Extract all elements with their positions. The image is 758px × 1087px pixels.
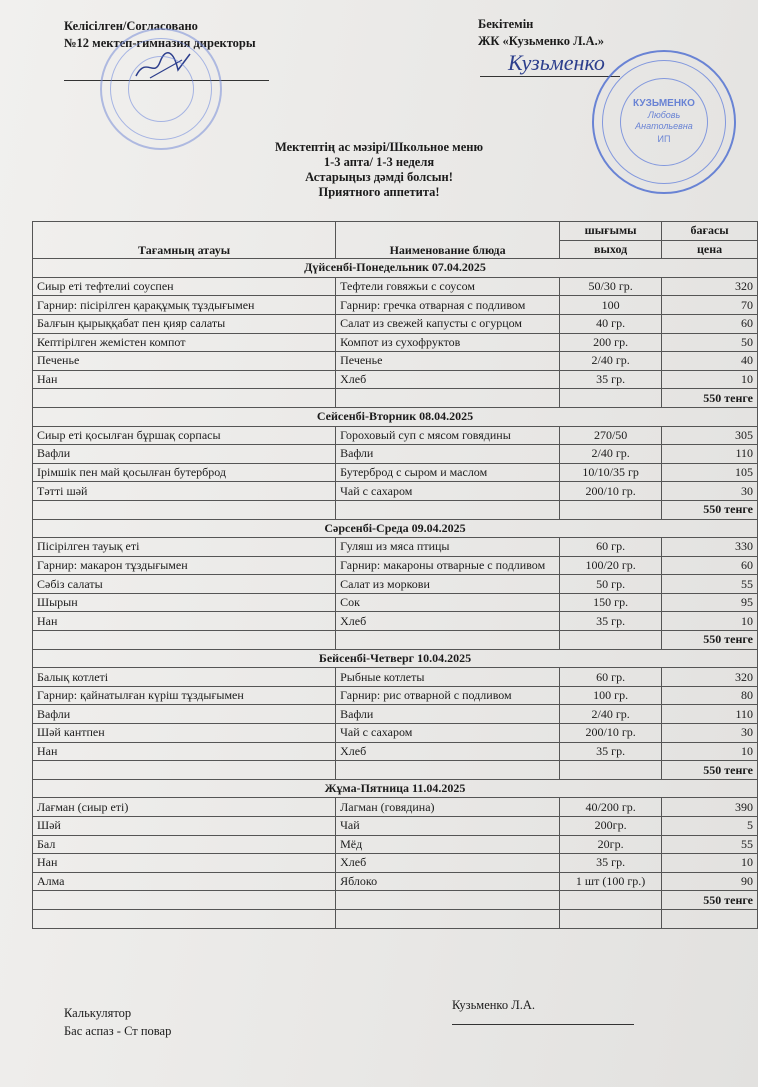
day-total: 550 тенге — [662, 761, 758, 780]
empty-cell — [560, 761, 662, 780]
dish-name-ru: Бутерброд с сыром и маслом — [336, 463, 560, 482]
table-row — [33, 686, 758, 705]
dish-name-ru: Гуляш из мяса птицы — [336, 538, 560, 557]
menu-body — [33, 259, 758, 928]
day-header-row — [33, 407, 758, 426]
dish-name-ru: Тефтели говяжьи с соусом — [336, 277, 560, 296]
dish-name-kz: Шәй кантпен — [33, 724, 336, 743]
dish-output: 35 гр. — [560, 742, 662, 761]
dish-output: 35 гр. — [560, 612, 662, 631]
empty-row — [33, 909, 758, 928]
footer-left — [64, 1004, 171, 1040]
approver-signature-line — [480, 76, 620, 77]
dish-name-ru: Компот из сухофруктов — [336, 333, 560, 352]
table-row — [33, 798, 758, 817]
dish-name-kz: Печенье — [33, 352, 336, 371]
table-row — [33, 463, 758, 482]
day-title: Жұма-Пятница 11.04.2025 — [33, 779, 758, 798]
empty-cell — [33, 500, 336, 519]
table-row — [33, 426, 758, 445]
table-row — [33, 370, 758, 389]
dish-name-ru: Гороховый суп с мясом говядины — [336, 426, 560, 445]
title-line-2: 1-3 апта/ 1-3 неделя — [323, 155, 435, 169]
dish-price: 305 — [662, 426, 758, 445]
dish-output: 60 гр. — [560, 668, 662, 687]
menu-table — [32, 221, 758, 929]
table-row — [33, 668, 758, 687]
day-title: Сәрсенбі-Среда 09.04.2025 — [33, 519, 758, 538]
dish-name-kz: Лағман (сиыр еті) — [33, 798, 336, 817]
dish-output: 150 гр. — [560, 593, 662, 612]
dish-name-kz: Ірімшік пен май қосылған бутерброд — [33, 463, 336, 482]
table-row — [33, 742, 758, 761]
dish-name-kz: Бал — [33, 835, 336, 854]
dish-name-kz: Сиыр еті тефтелиі соуспен — [33, 277, 336, 296]
dish-name-ru: Вафли — [336, 445, 560, 464]
table-row — [33, 575, 758, 594]
header-dish-kz: Тағамның атауы — [33, 222, 336, 259]
dish-name-kz: Гарнир: пісірілген қарақұмық тұздығымен — [33, 296, 336, 315]
day-title: Бейсенбі-Четверг 10.04.2025 — [33, 649, 758, 668]
dish-price: 55 — [662, 835, 758, 854]
dish-price: 320 — [662, 668, 758, 687]
dish-output: 2/40 гр. — [560, 705, 662, 724]
dish-price: 5 — [662, 817, 758, 836]
day-header-row — [33, 649, 758, 668]
empty-cell — [560, 909, 662, 928]
day-total: 550 тенге — [662, 389, 758, 408]
dish-name-ru: Хлеб — [336, 612, 560, 631]
dish-price: 10 — [662, 612, 758, 631]
dish-output: 270/50 — [560, 426, 662, 445]
day-title: Дүйсенбі-Понедельник 07.04.2025 — [33, 259, 758, 278]
dish-price: 30 — [662, 724, 758, 743]
empty-cell — [662, 909, 758, 928]
dish-name-ru: Гарнир: гречка отварная с подливом — [336, 296, 560, 315]
day-total-row — [33, 761, 758, 780]
day-header-row — [33, 519, 758, 538]
dish-price: 30 — [662, 482, 758, 501]
table-row — [33, 314, 758, 333]
entrepreneur-label: ЖК «Кузьменко Л.А.» — [478, 34, 604, 48]
empty-cell — [33, 909, 336, 928]
footer-right-name: Кузьменко Л.А. — [452, 998, 536, 1012]
dish-output: 50/30 гр. — [560, 277, 662, 296]
dish-price: 10 — [662, 854, 758, 873]
dish-name-kz: Нан — [33, 742, 336, 761]
stamp-name: КУЗЬМЕНКО — [633, 98, 695, 109]
dish-output: 100 — [560, 296, 662, 315]
table-row — [33, 817, 758, 836]
dish-output: 1 шт (100 гр.) — [560, 872, 662, 891]
dish-output: 100/20 гр. — [560, 556, 662, 575]
dish-name-ru: Хлеб — [336, 370, 560, 389]
empty-cell — [336, 500, 560, 519]
dish-name-kz: Нан — [33, 370, 336, 389]
header-output-kz: шығымы — [560, 222, 662, 241]
agreed-label: Келісілген/Согласовано — [64, 19, 198, 33]
footer-signature-line — [452, 1024, 634, 1025]
dish-name-kz: Сиыр еті қосылған бұршақ сорпасы — [33, 426, 336, 445]
dish-price: 55 — [662, 575, 758, 594]
dish-output: 60 гр. — [560, 538, 662, 557]
day-header-row — [33, 779, 758, 798]
empty-cell — [336, 389, 560, 408]
dish-name-ru: Сок — [336, 593, 560, 612]
dish-name-ru: Салат из моркови — [336, 575, 560, 594]
dish-name-kz: Балғын қырыққабат пен қияр салаты — [33, 314, 336, 333]
empty-cell — [560, 631, 662, 650]
school-seal — [100, 28, 222, 150]
empty-cell — [336, 761, 560, 780]
dish-name-kz: Нан — [33, 854, 336, 873]
dish-output: 35 гр. — [560, 370, 662, 389]
empty-cell — [560, 389, 662, 408]
empty-cell — [336, 909, 560, 928]
dish-price: 10 — [662, 370, 758, 389]
dish-price: 60 — [662, 556, 758, 575]
dish-name-kz: Пісірілген тауық еті — [33, 538, 336, 557]
approve-label: Бекітемін — [478, 17, 534, 31]
dish-price: 105 — [662, 463, 758, 482]
dish-name-ru: Салат из свежей капусты с огурцом — [336, 314, 560, 333]
table-row — [33, 445, 758, 464]
dish-name-kz: Гарнир: қайнатылған күріш тұздығымен — [33, 686, 336, 705]
dish-name-ru: Хлеб — [336, 854, 560, 873]
dish-price: 90 — [662, 872, 758, 891]
approver-signature: Кузьменко — [508, 50, 605, 75]
table-row — [33, 277, 758, 296]
dish-name-kz: Гарнир: макарон тұздығымен — [33, 556, 336, 575]
dish-price: 40 — [662, 352, 758, 371]
table-row — [33, 352, 758, 371]
dish-output: 50 гр. — [560, 575, 662, 594]
day-total-row — [33, 891, 758, 910]
dish-name-kz: Вафли — [33, 445, 336, 464]
dish-name-ru: Яблоко — [336, 872, 560, 891]
stamp-middle-name: Анатольевна — [635, 121, 693, 131]
dish-name-kz: Балық котлеті — [33, 668, 336, 687]
dish-price: 95 — [662, 593, 758, 612]
empty-cell — [33, 761, 336, 780]
dish-name-ru: Гарнир: макароны отварные с подливом — [336, 556, 560, 575]
empty-cell — [336, 891, 560, 910]
day-total: 550 тенге — [662, 500, 758, 519]
table-row — [33, 333, 758, 352]
empty-cell — [33, 891, 336, 910]
calculator-label: Калькулятор — [64, 1006, 132, 1020]
dish-price: 50 — [662, 333, 758, 352]
dish-price: 390 — [662, 798, 758, 817]
approval-block-right — [478, 16, 604, 50]
table-row — [33, 724, 758, 743]
dish-price: 110 — [662, 445, 758, 464]
dish-price: 320 — [662, 277, 758, 296]
table-row — [33, 612, 758, 631]
dish-name-ru: Чай — [336, 817, 560, 836]
dish-name-ru: Мёд — [336, 835, 560, 854]
dish-price: 60 — [662, 314, 758, 333]
header-price-kz: бағасы — [662, 222, 758, 241]
dish-name-ru: Рыбные котлеты — [336, 668, 560, 687]
header-output-ru: выход — [560, 240, 662, 259]
dish-output: 200/10 гр. — [560, 482, 662, 501]
day-total-row — [33, 389, 758, 408]
empty-cell — [336, 631, 560, 650]
table-row — [33, 538, 758, 557]
table-row — [33, 593, 758, 612]
dish-name-kz: Вафли — [33, 705, 336, 724]
table-row — [33, 872, 758, 891]
head-cook-label: Бас аспаз - Ст повар — [64, 1024, 172, 1038]
day-title: Сейсенбі-Вторник 08.04.2025 — [33, 407, 758, 426]
empty-cell — [560, 891, 662, 910]
stamp-first-name: Любовь — [647, 110, 681, 120]
dish-price: 10 — [662, 742, 758, 761]
dish-output: 40 гр. — [560, 314, 662, 333]
empty-cell — [33, 389, 336, 408]
table-row — [33, 705, 758, 724]
dish-output: 2/40 гр. — [560, 445, 662, 464]
dish-name-ru: Хлеб — [336, 742, 560, 761]
dish-output: 10/10/35 гр — [560, 463, 662, 482]
empty-cell — [560, 500, 662, 519]
dish-name-kz: Шырын — [33, 593, 336, 612]
dish-price: 80 — [662, 686, 758, 705]
dish-name-kz: Алма — [33, 872, 336, 891]
dish-name-ru: Лагман (говядина) — [336, 798, 560, 817]
dish-name-kz: Сәбіз салаты — [33, 575, 336, 594]
header-price-ru: цена — [662, 240, 758, 259]
day-header-row — [33, 259, 758, 278]
table-row — [33, 854, 758, 873]
dish-name-kz: Нан — [33, 612, 336, 631]
menu-title — [0, 140, 758, 200]
dish-name-kz: Тәтті шәй — [33, 482, 336, 501]
dish-output: 100 гр. — [560, 686, 662, 705]
dish-name-ru: Чай с сахаром — [336, 482, 560, 501]
table-row — [33, 556, 758, 575]
dish-output: 2/40 гр. — [560, 352, 662, 371]
dish-output: 20гр. — [560, 835, 662, 854]
dish-name-ru: Гарнир: рис отварной с подливом — [336, 686, 560, 705]
dish-price: 70 — [662, 296, 758, 315]
dish-output: 40/200 гр. — [560, 798, 662, 817]
dish-output: 200 гр. — [560, 333, 662, 352]
day-total-row — [33, 500, 758, 519]
empty-cell — [33, 631, 336, 650]
dish-name-ru: Печенье — [336, 352, 560, 371]
title-line-4: Приятного аппетита! — [318, 185, 440, 199]
dish-output: 35 гр. — [560, 854, 662, 873]
dish-output: 200гр. — [560, 817, 662, 836]
dish-name-ru: Чай с сахаром — [336, 724, 560, 743]
dish-name-ru: Вафли — [336, 705, 560, 724]
dish-price: 330 — [662, 538, 758, 557]
director-label: №12 мектеп-гимназия директоры — [64, 36, 256, 50]
stamp-type: ИП — [657, 134, 671, 144]
dish-name-kz: Кептірілген жемістен компот — [33, 333, 336, 352]
day-total: 550 тенге — [662, 631, 758, 650]
dish-output: 200/10 гр. — [560, 724, 662, 743]
dish-name-kz: Шәй — [33, 817, 336, 836]
table-row — [33, 296, 758, 315]
dish-price: 110 — [662, 705, 758, 724]
day-total-row — [33, 631, 758, 650]
title-line-1: Мектептің ас мәзірі/Школьное меню — [274, 140, 483, 154]
table-row — [33, 482, 758, 501]
table-row — [33, 835, 758, 854]
header-dish-ru: Наименование блюда — [336, 222, 560, 259]
title-line-3: Астарыңыз дәмді болсын! — [305, 170, 453, 184]
day-total: 550 тенге — [662, 891, 758, 910]
